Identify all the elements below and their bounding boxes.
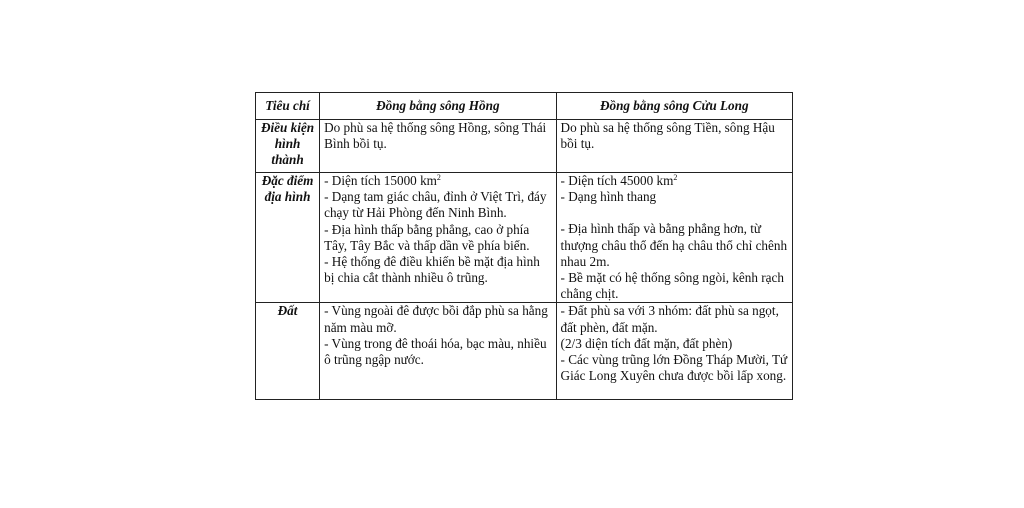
cell-mekong-formation: Do phù sa hệ thống sông Tiền, sông Hậu bồi tụ. [556, 120, 792, 173]
red-terrain-line-2: - Địa hình thấp bằng phẳng, cao ở phía Tây, Tây Bắc và thấp dần về phía biển. [324, 221, 530, 253]
red-soil-line-1: - Vùng ngoài đê được bồi đắp phù sa hằng năm màu mỡ. [324, 303, 548, 335]
criteria-formation: Điều kiện hình thành [256, 120, 320, 173]
cell-mekong-soil [556, 303, 792, 400]
red-soil-line-2: - Vùng trong đê thoái hóa, bạc màu, nhiều ô trũng ngập nước. [324, 335, 547, 368]
red-area-text: - Diện tích 15000 km [324, 173, 437, 188]
row-soil [256, 303, 793, 400]
mekong-shape-line: - Dạng hình thang [560, 189, 657, 205]
header-criteria: Tiêu chí [256, 93, 320, 120]
cell-mekong-terrain [556, 173, 792, 303]
cell-red-terrain [320, 173, 556, 303]
row-formation-conditions [256, 120, 793, 173]
mekong-soil-line-1: - Đất phù sa với 3 nhóm: đất phù sa ngọt, đất phèn, đất mặn. [560, 303, 779, 335]
header-mekong-delta: Đồng bằng sông Cửu Long [556, 93, 792, 120]
spacer [561, 205, 788, 221]
cell-red-formation: Do phù sa hệ thống sông Hồng, sông Thái Bình bồi tụ. [320, 120, 556, 173]
cell-red-soil [320, 303, 556, 400]
mekong-area-superscript: 2 [673, 173, 678, 182]
header-row [256, 93, 793, 120]
mekong-soil-line-3: - Các vùng trũng lớn Đồng Tháp Mười, Tứ Giác Long Xuyên chưa được bồi lấp xong. [560, 352, 788, 384]
mekong-area-line [561, 173, 788, 189]
mekong-soil-line-2: (2/3 diện tích đất mặn, đất phèn) [560, 335, 733, 351]
red-area-superscript: 2 [436, 173, 441, 182]
red-terrain-line-3: - Hệ thống đê điều khiến bề mặt địa hình bị chia cắt thành nhiều ô trũng. [324, 254, 540, 286]
red-area-line [324, 173, 551, 189]
mekong-terrain-line-1: - Địa hình thấp và bằng phẳng hơn, từ thượng châu thổ đến hạ châu thổ chỉ chênh nhau 2m. [560, 221, 788, 269]
row-terrain-features [256, 173, 793, 303]
mekong-area-text: - Diện tích 45000 km [560, 173, 674, 188]
comparison-table [255, 92, 793, 400]
header-red-river-delta: Đồng bằng sông Hồng [320, 93, 556, 120]
red-terrain-line-1: - Dạng tam giác châu, đỉnh ở Việt Trì, đáy chạy từ Hải Phòng đến Ninh Bình. [324, 189, 547, 221]
criteria-soil: Đất [256, 303, 320, 400]
mekong-terrain-line-2: - Bề mặt có hệ thống sông ngòi, kênh rạch chằng chịt. [560, 270, 784, 302]
criteria-terrain: Đặc điểm địa hình [256, 173, 320, 303]
